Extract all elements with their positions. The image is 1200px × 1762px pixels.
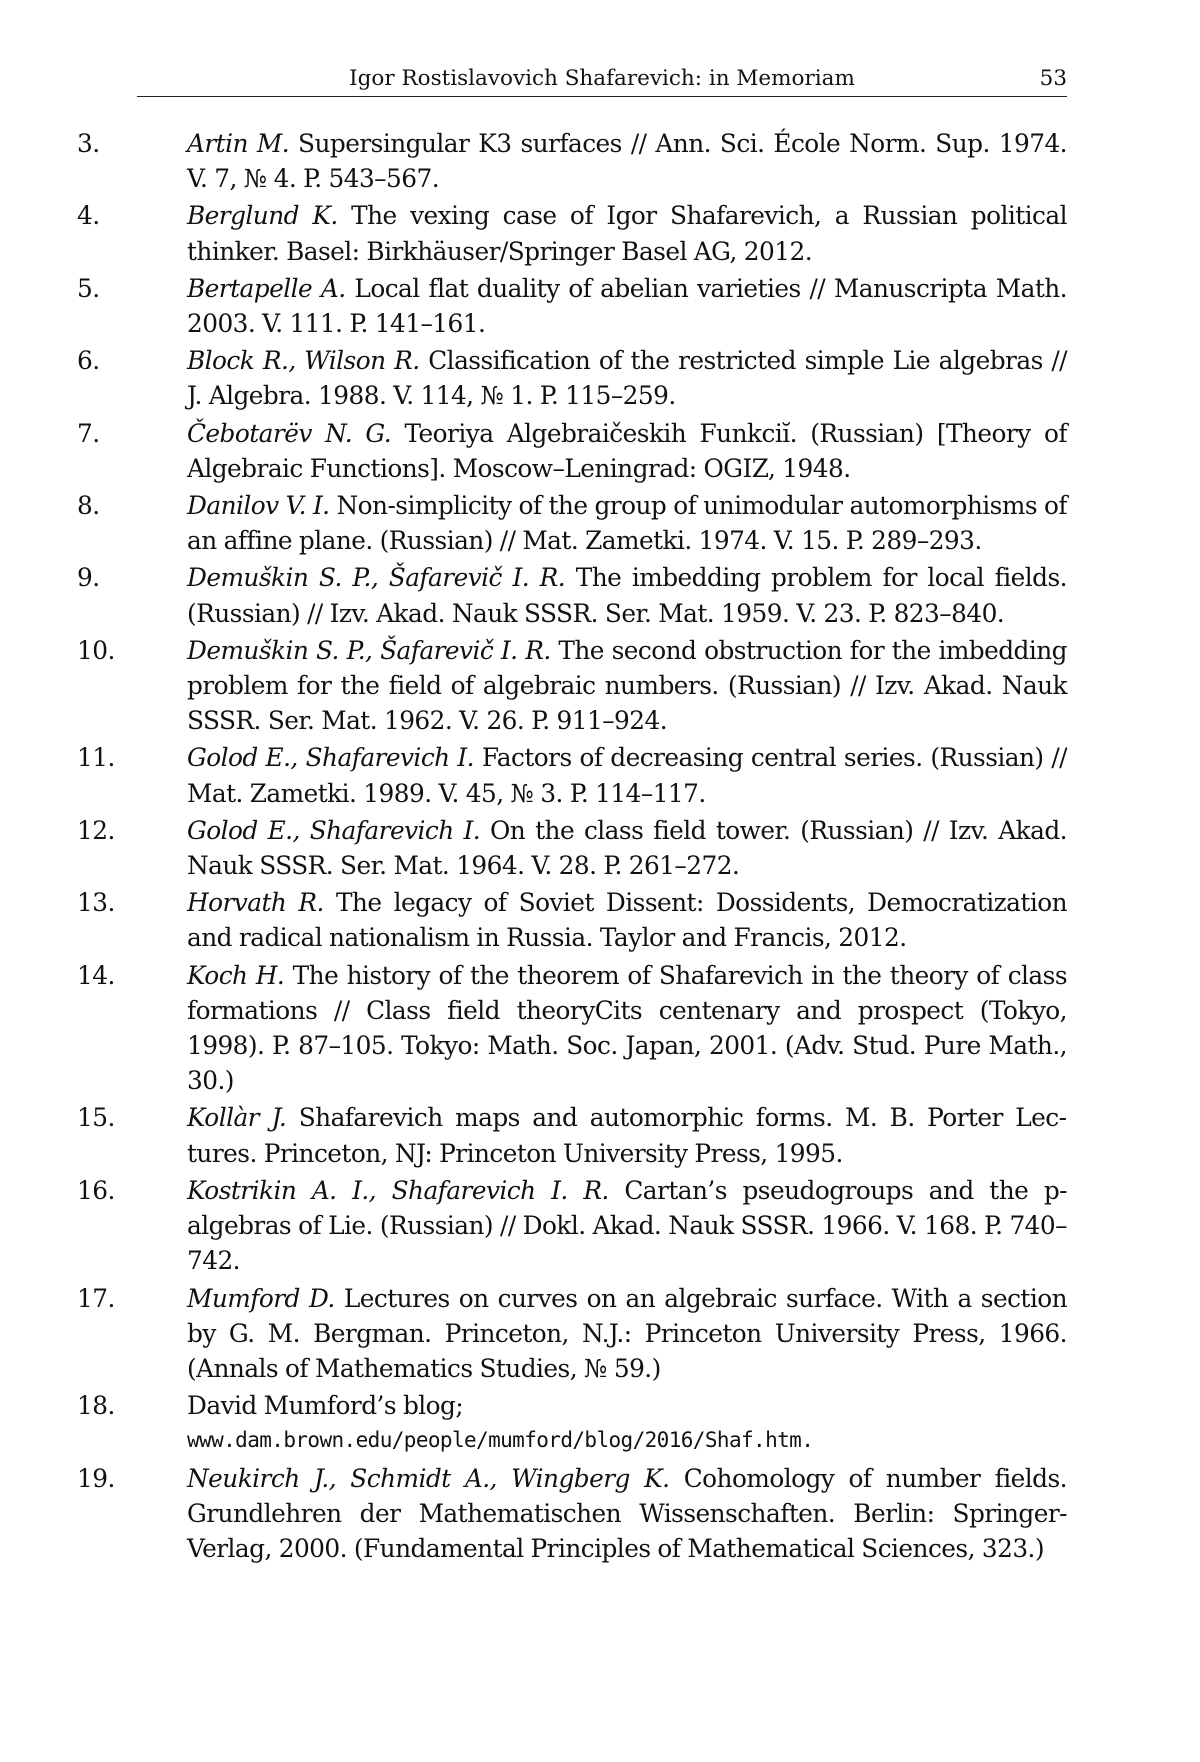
reference-text: Shafarevich maps and automorphic forms. M. B. Porter Lectures. Princeton, NJ: Princeton University Press, 1995. (187, 1103, 1067, 1168)
reference-text: David Mumford’s blog; (187, 1391, 464, 1421)
reference-item (77, 488, 1067, 558)
reference-authors: Neukirch J., Schmidt A., Wingberg K. (187, 1463, 670, 1493)
reference-text: Factors of decreasing central series. (Russian) // Mat. Zametki. 1989. V. 45, № 3. P. 114–117. (187, 743, 1067, 808)
reference-text: Non-simplicity of the group of unimodular automorphisms of an affine plane. (Russian) // Mat. Zametki. 1974. V. 15. P. 289–293. (187, 491, 1067, 556)
reference-text: The vexing case of Igor Shafarevich, a Russian political thinker. Basel: Birkhäuser/Springer Basel AG, 2012. (187, 201, 1067, 266)
reference-item (77, 1100, 1067, 1170)
reference-number: 15. (77, 1103, 115, 1133)
reference-number: 13. (77, 888, 115, 918)
reference-text: On the class field tower. (Russian) // Izv. Akad. Nauk SSSR. Ser. Mat. 1964. V. 28. P. 261–272. (187, 815, 1067, 881)
reference-authors: Demuškin S. P., Šafarevič I. R. (187, 563, 566, 593)
reference-item (77, 1388, 1067, 1458)
reference-authors: Čebotarëv N. G. (187, 418, 392, 448)
reference-text: Classification of the restricted simple Lie algebras // J. Algebra. 1988. V. 114, № 1. P. 115–259. (187, 346, 1067, 411)
reference-text: Supersingular K3 surfaces // Ann. Sci. École Norm. Sup. 1974. V. 7, № 4. P. 543–567. (187, 129, 1068, 194)
running-head (137, 62, 1067, 97)
reference-number: 19. (77, 1463, 115, 1493)
reference-item (77, 271, 1067, 341)
reference-text: Cohomology of number fields. Grundlehren der Mathematischen Wissenschaften. Berlin: Springer-Verlag, 2000. (Fundamental Principles of Mathematical Sciences, 323.) (187, 1463, 1067, 1563)
reference-authors: Bertapelle A. (187, 273, 346, 303)
reference-authors: Berglund K. (187, 201, 338, 231)
reference-url: www.dam.brown.edu/people/mumford/blog/2016/Shaf.htm. (187, 1428, 814, 1453)
reference-text: The imbedding problem for local fields. (Russian) // Izv. Akad. Nauk SSSR. Ser. Mat. 1959. V. 23. P. 823–840. (187, 563, 1068, 628)
reference-item (77, 343, 1067, 413)
running-title: Igor Rostislavovich Shafarevich: in Memoriam (349, 66, 855, 91)
reference-number: 16. (77, 1175, 115, 1205)
reference-item (77, 885, 1067, 955)
reference-authors: Golod E., Shafarevich I. (187, 743, 474, 773)
reference-text: Lectures on curves on an algebraic surface. With a section by G. M. Bergman. Princeton, N.J.: Princeton University Press, 1966. (Annals of Mathematics Studies, № 59.) (187, 1283, 1068, 1383)
reference-text: The second obstruction for the imbedding problem for the field of algebraic numbers. (Russian) // Izv. Akad. Nauk SSSR. Ser. Mat. 1962. V. 26. P. 911–924. (187, 635, 1068, 736)
reference-item (77, 958, 1067, 1099)
reference-number: 10. (77, 635, 115, 665)
reference-number: 7. (77, 418, 100, 448)
reference-number: 8. (77, 491, 100, 521)
reference-authors: Block R., Wilson R. (187, 346, 420, 376)
reference-item (77, 633, 1068, 739)
reference-authors: Mumford D. (187, 1283, 335, 1313)
reference-number: 3. (77, 129, 100, 158)
reference-list (77, 126, 1068, 1568)
reference-item (77, 1281, 1068, 1387)
reference-number: 18. (77, 1391, 115, 1421)
reference-authors: Kostrikin A. I., Shafarevich I. R. (187, 1175, 609, 1205)
reference-number: 9. (77, 563, 100, 593)
reference-item (77, 1173, 1067, 1279)
reference-item (77, 1461, 1067, 1567)
reference-text: The legacy of Soviet Dissent: Dossidents, Democratization and radical nationalism in Russia. Taylor and Francis, 2012. (187, 888, 1067, 953)
reference-authors: Koch H. (187, 960, 285, 990)
reference-text: The history of the theorem of Shafarevich in the theory of class formations // Class field theoryCits centenary and prospect (Tokyo, 1998). P. 87–105. Tokyo: Math. Soc. Japan, 2001. (Adv. Stud. Pure Math., 30.) (187, 960, 1067, 1096)
reference-item (77, 198, 1067, 268)
page-number: 53 (1039, 66, 1067, 91)
reference-number: 6. (77, 346, 100, 376)
reference-authors: Horvath R. (187, 888, 324, 918)
reference-number: 11. (77, 743, 115, 773)
reference-authors: Kollàr J. (187, 1103, 287, 1133)
reference-item (77, 126, 1068, 196)
reference-authors: Artin M. (187, 129, 290, 158)
reference-text: Local flat duality of abelian varieties // Manuscripta Math. 2003. V. 111. P. 141–161. (187, 273, 1067, 339)
reference-number: 17. (77, 1283, 115, 1313)
reference-authors: Danilov V. I. (187, 491, 330, 521)
reference-item (77, 416, 1067, 486)
reference-authors: Golod E., Shafarevich I. (187, 815, 481, 845)
reference-item (77, 740, 1067, 810)
reference-number: 4. (77, 201, 100, 231)
reference-item (77, 813, 1067, 883)
reference-number: 12. (77, 815, 115, 845)
reference-number: 14. (77, 960, 115, 990)
reference-number: 5. (77, 273, 100, 303)
reference-text: Teoriya Algebraičeskih Funkciĭ. (Russian) [Theory of Algebraic Functions]. Moscow–Leningrad: OGIZ, 1948. (187, 418, 1067, 483)
reference-text: Cartan’s pseudogroups and the p-algebras of Lie. (Russian) // Dokl. Akad. Nauk SSSR. 1966. V. 168. P. 740–742. (187, 1175, 1067, 1276)
reference-item (77, 560, 1068, 630)
reference-authors: Demuškin S. P., Šafarevič I. R. (187, 635, 551, 665)
journal-page (77, 0, 1068, 1762)
